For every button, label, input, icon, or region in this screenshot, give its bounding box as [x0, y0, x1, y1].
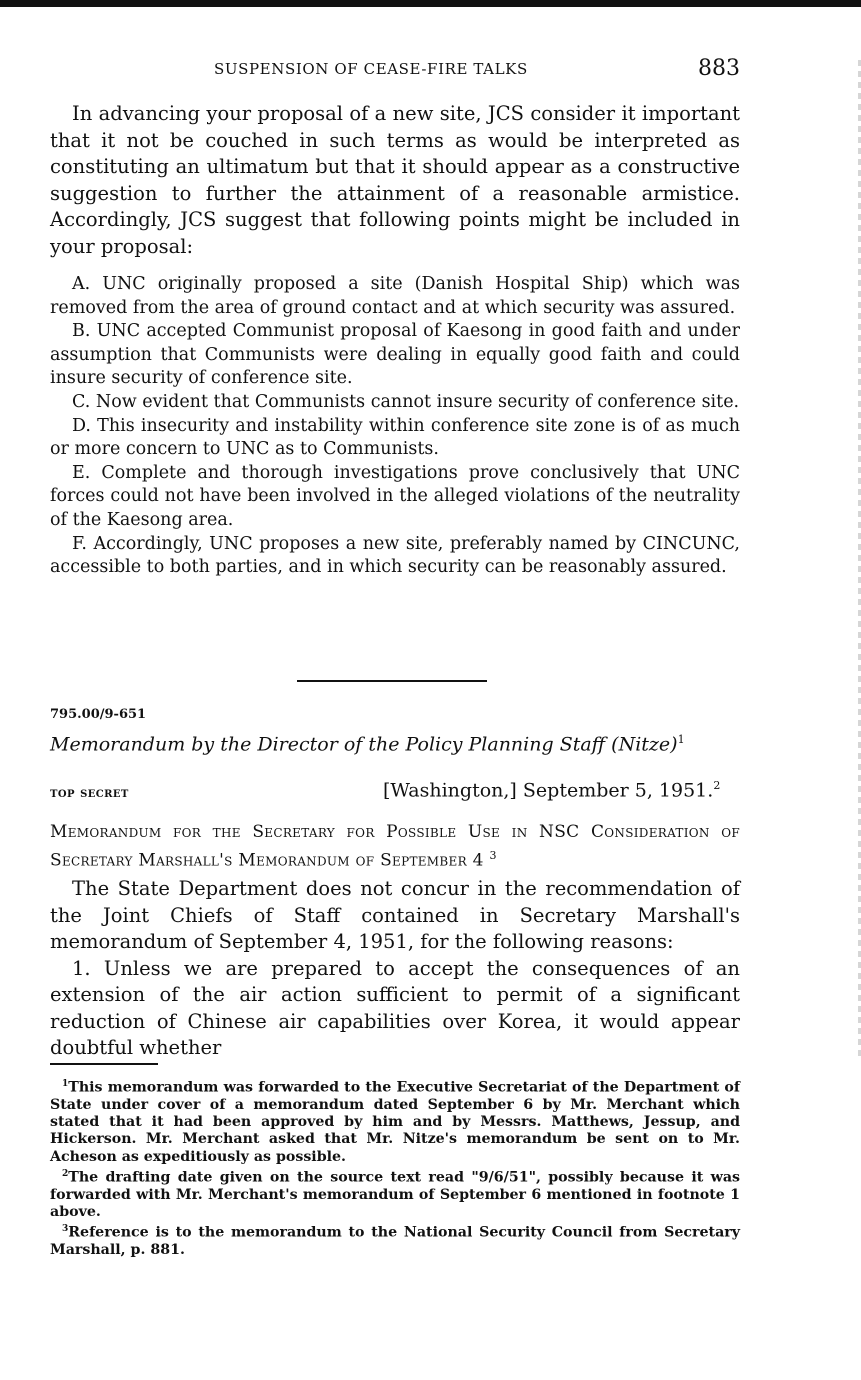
dateline — [383, 779, 720, 801]
document-title — [50, 733, 750, 755]
intro-section — [50, 101, 740, 260]
point-a: A. UNC originally proposed a site (Danish Hospital Ship) which was removed from the area of ground contact and at which security was assured. — [50, 274, 740, 318]
point-c: C. Now evident that Communists cannot insure security of conference site. — [72, 391, 740, 412]
point-d: D. This insecurity and instability within conference site zone is of as much or more concern to UNC as to Communists. — [50, 415, 740, 460]
page-number: 883 — [698, 56, 740, 81]
point-e: E. Complete and thorough investigations prove conclusively that UNC forces could not have been involved in the alleged violations of the neutrality of the Kaesong area. — [50, 462, 740, 530]
footnote-ref-2[interactable]: 2 — [713, 779, 721, 792]
intro-paragraph: In advancing your proposal of a new site, JCS consider it important that it not be couched in such terms as would be interpreted as constituting an ultimatum but that it should appear as a constructive suggestion to further the attainment of a reasonable armistice. Accordingly, JCS suggest that following points might be included in your proposal: — [50, 102, 740, 258]
file-number: 795.00/9-651 — [50, 707, 147, 722]
dateline-place: [Washington,] — [383, 779, 517, 802]
footnote-mark-2: 2 — [62, 1168, 69, 1179]
running-header — [0, 56, 861, 86]
footnote-ref-1[interactable]: 1 — [677, 733, 685, 746]
footnote-text-3: Reference is to the memorandum to the National Security Council from Secretary Marshall, p. 881. — [50, 1224, 740, 1259]
memo-body — [50, 876, 740, 1062]
footnote-text-2: The drafting date given on the source text read "9/6/51", possibly because it was forwarded with Mr. Merchant's memorandum of September 6 mentioned in footnote 1 above. — [50, 1169, 740, 1220]
footnote-ref-3[interactable]: 3 — [489, 849, 497, 862]
page-top-border — [0, 0, 861, 7]
memo-paragraph-2: 1. Unless we are prepared to accept the consequences of an extension of the air action sufficient to permit of a significant reduction of Chinese air capabilities over Korea, it would appear doubtful whether — [50, 956, 740, 1059]
dateline-date: September 5, 1951. — [522, 779, 714, 802]
footnote-2 — [50, 1166, 740, 1221]
memo-heading — [50, 820, 740, 873]
footnotes — [50, 1076, 740, 1259]
footnote-text-1: This memorandum was forwarded to the Executive Secretariat of the Department of State under cover of a memorandum dated September 6 by Mr. Merchant which stated that it had been approved by him and by Messrs. Matthews, Jessup, and Hickerson. Mr. Merchant asked that Mr. Nitze's memorandum be sent on to Mr. Acheson as expeditiously as possible. — [50, 1079, 740, 1165]
running-title: SUSPENSION OF CEASE-FIRE TALKS — [214, 60, 528, 78]
document-title-text: Memorandum by the Director of the Policy Planning Staff (Nitze) — [50, 733, 678, 756]
classification: top secret — [50, 785, 129, 801]
footnote-divider — [50, 1063, 158, 1065]
footnote-1 — [50, 1076, 740, 1166]
section-divider — [297, 680, 487, 682]
memo-heading-text: Memorandum for the Secretary for Possible Use in NSC Consideration of Secretary Marshall's Memorandum of September 4 — [50, 822, 740, 871]
points-list — [50, 273, 740, 580]
point-b: B. UNC accepted Communist proposal of Kaesong in good faith and under assumption that Communists were dealing in equally good faith and could insure security of conference site. — [50, 321, 740, 389]
point-f: F. Accordingly, UNC proposes a new site, preferably named by CINCUNC, accessible to both parties, and in which security can be reasonably assured. — [50, 533, 740, 578]
memo-paragraph-1: The State Department does not concur in the recommendation of the Joint Chiefs of Staff contained in Secretary Marshall's memorandum of September 4, 1951, for the following reasons: — [50, 877, 740, 953]
footnote-3 — [50, 1221, 740, 1259]
footnote-mark-1: 1 — [62, 1079, 69, 1089]
footnote-mark-3: 3 — [62, 1224, 69, 1235]
